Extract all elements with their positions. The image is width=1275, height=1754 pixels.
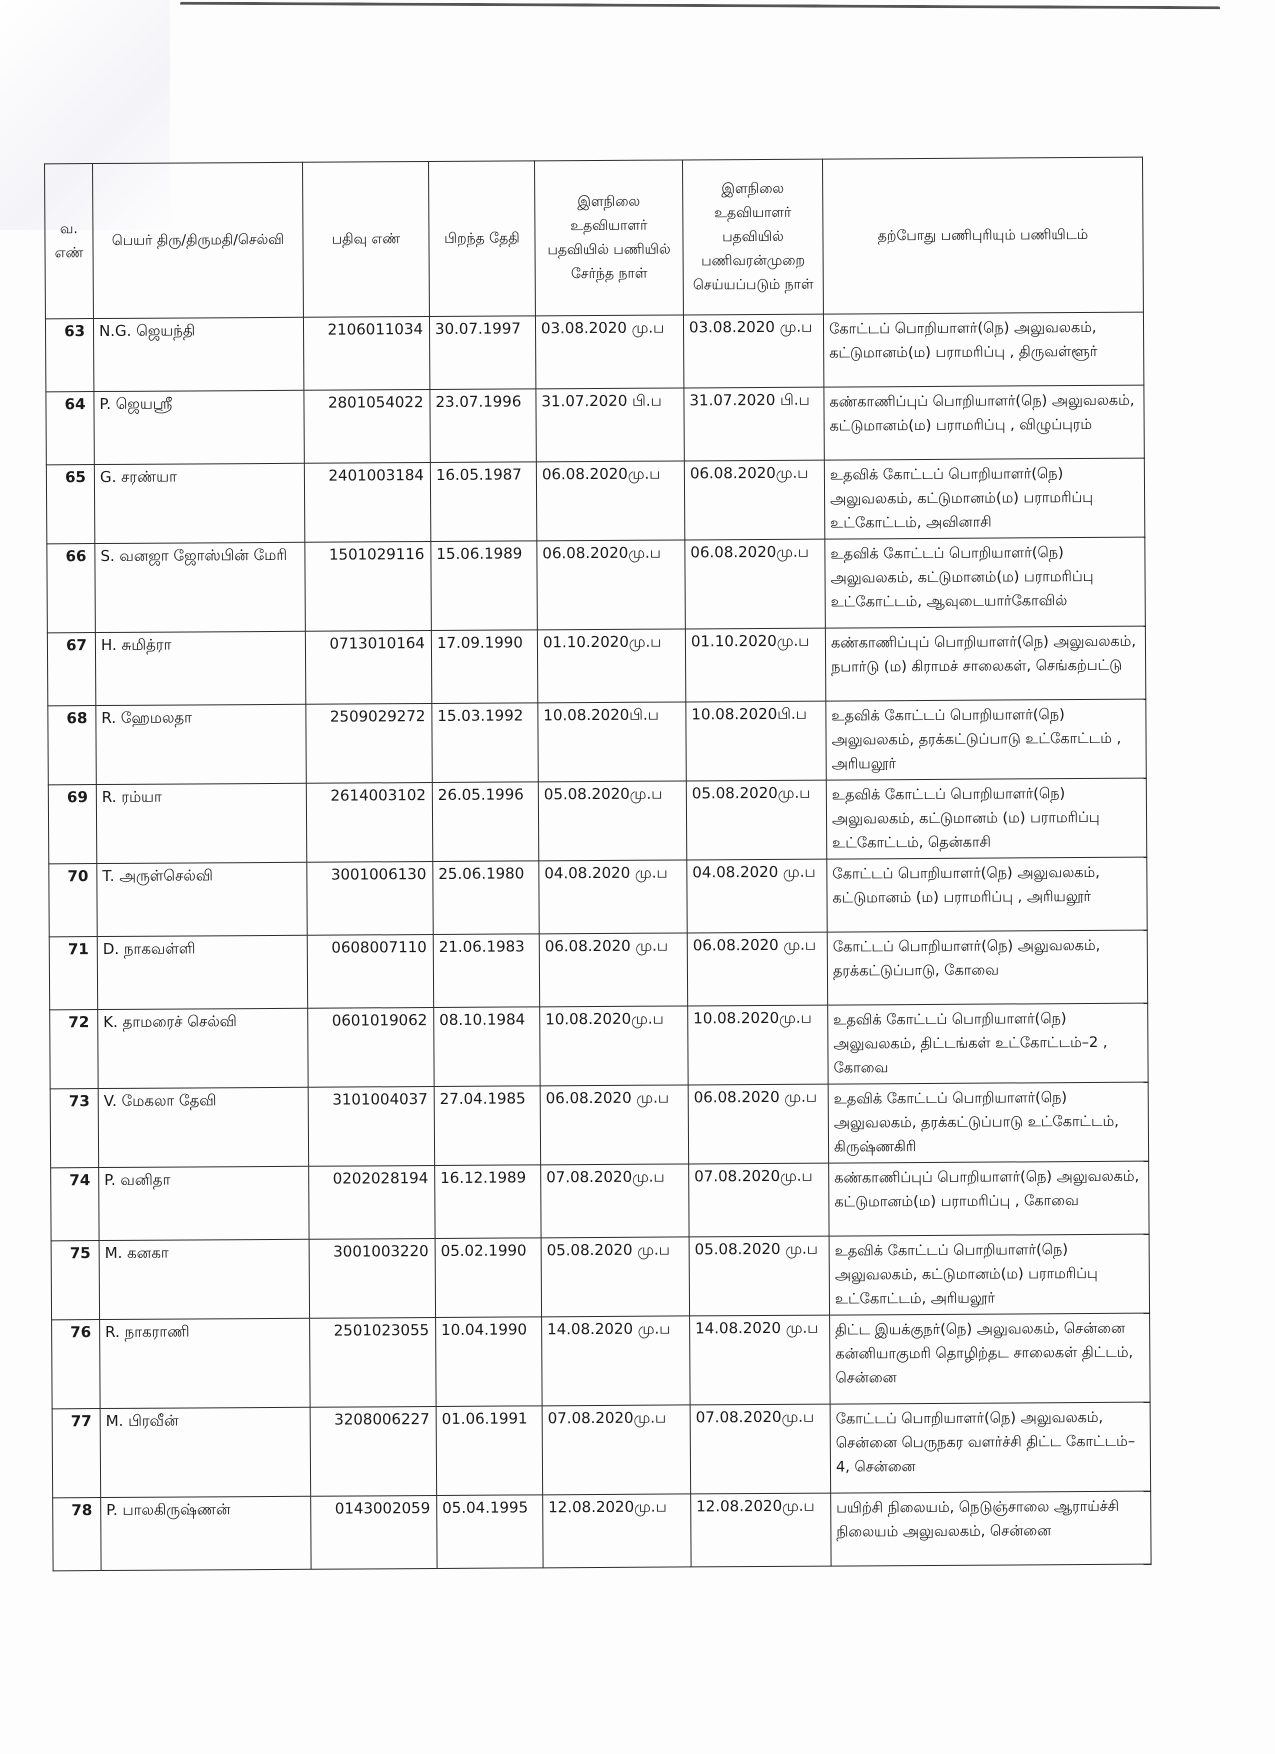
cell-sno: 72 bbox=[50, 1010, 98, 1089]
table-row bbox=[46, 385, 1144, 465]
cell-reg-no: 0608007110 bbox=[307, 934, 433, 1008]
cell-office: உதவிக் கோட்டப் பொறியாளர்(நெ) அலுவலகம், கட்டுமானம்(ம) பராமரிப்பு உட்கோட்டம், அரியலூர் bbox=[829, 1234, 1149, 1315]
cell-join-date: 06.08.2020 மு.ப bbox=[539, 933, 687, 1007]
cell-sno: 75 bbox=[51, 1241, 99, 1320]
cell-join-date: 12.08.2020மு.ப bbox=[543, 1494, 691, 1568]
cell-regularised-date: 10.08.2020பி.ப bbox=[686, 701, 826, 781]
cell-reg-no: 0601019062 bbox=[308, 1007, 434, 1087]
header-name: பெயர் திரு/திருமதி/செல்வி bbox=[93, 162, 304, 318]
cell-dob: 23.07.1996 bbox=[430, 389, 536, 463]
header-regularised-date: இளநிலை உதவியாளர் பதவியில் பணிவரன்முறை செய்யப்படும் நாள் bbox=[683, 159, 824, 315]
cell-dob: 16.05.1987 bbox=[430, 462, 536, 542]
cell-office: உதவிக் கோட்டப் பொறியாளர்(நெ) அலுவலகம், கட்டுமானம் (ம) பராமரிப்பு உட்கோட்டம், தென்காசி bbox=[826, 778, 1146, 859]
table-row bbox=[50, 1003, 1148, 1089]
cell-regularised-date: 05.08.2020 மு.ப bbox=[689, 1236, 829, 1316]
cell-office: உதவிக் கோட்டப் பொறியாளர்(நெ) அலுவலகம், தரக்கட்டுப்பாடு உட்கோட்டம், கிருஷ்ணகிரி bbox=[828, 1082, 1148, 1163]
cell-join-date: 10.08.2020பி.ப bbox=[538, 702, 686, 782]
cell-reg-no: 2106011034 bbox=[303, 317, 429, 391]
cell-sno: 68 bbox=[48, 706, 96, 785]
cell-regularised-date: 06.08.2020 மு.ப bbox=[687, 932, 827, 1006]
cell-regularised-date: 07.08.2020மு.ப bbox=[689, 1163, 829, 1237]
cell-office: உதவிக் கோட்டப் பொறியாளர்(நெ) அலுவலகம், கட்டுமானம்(ம) பராமரிப்பு உட்கோட்டம், அவினாசி bbox=[824, 458, 1144, 539]
table-row bbox=[47, 626, 1145, 706]
cell-join-date: 03.08.2020 மு.ப bbox=[535, 315, 683, 389]
cell-dob: 08.10.1984 bbox=[434, 1007, 540, 1087]
header-join-date: இளநிலை உதவியாளர் பதவியில் பணியில் சேர்ந்த நாள் bbox=[535, 160, 684, 316]
header-sno: வ. எண் bbox=[45, 164, 94, 319]
cell-reg-no: 2501023055 bbox=[310, 1317, 437, 1407]
cell-dob: 25.06.1980 bbox=[433, 861, 539, 935]
cell-dob: 27.04.1985 bbox=[434, 1086, 540, 1166]
cell-name: K. தாமரைச் செல்வி bbox=[98, 1008, 308, 1088]
cell-sno: 71 bbox=[49, 937, 97, 1010]
cell-regularised-date: 10.08.2020மு.ப bbox=[688, 1005, 828, 1085]
cell-sno: 69 bbox=[48, 785, 96, 864]
cell-join-date: 05.08.2020 மு.ப bbox=[541, 1237, 689, 1317]
table-row bbox=[51, 1234, 1149, 1320]
cell-name: P. ஜெயஸ்ரீ bbox=[94, 390, 304, 464]
cell-regularised-date: 03.08.2020 மு.ப bbox=[683, 314, 823, 388]
cell-name: S. வனஜா ஜோஸ்பின் மேரி bbox=[95, 542, 306, 632]
cell-sno: 70 bbox=[49, 864, 97, 937]
cell-name: R. ஹேமலதா bbox=[96, 704, 306, 784]
cell-dob: 16.12.1989 bbox=[435, 1165, 541, 1239]
cell-join-date: 05.08.2020மு.ப bbox=[538, 781, 686, 861]
cell-name: P. வனிதா bbox=[99, 1166, 309, 1240]
cell-regularised-date: 12.08.2020மு.ப bbox=[691, 1493, 831, 1567]
cell-name: G. சரண்யா bbox=[94, 463, 304, 543]
table-row bbox=[48, 699, 1146, 785]
employee-table bbox=[44, 157, 1152, 1572]
cell-join-date: 31.07.2020 பி.ப bbox=[536, 388, 684, 462]
cell-regularised-date: 14.08.2020 மு.ப bbox=[690, 1315, 831, 1405]
cell-reg-no: 2509029272 bbox=[306, 704, 432, 784]
cell-regularised-date: 01.10.2020மு.ப bbox=[685, 628, 825, 702]
table-row bbox=[52, 1313, 1151, 1409]
cell-dob: 10.04.1990 bbox=[436, 1317, 543, 1407]
cell-reg-no: 2801054022 bbox=[304, 390, 430, 464]
table-row bbox=[46, 458, 1144, 544]
header-reg-no: பதிவு எண் bbox=[303, 162, 430, 318]
cell-sno: 65 bbox=[46, 465, 94, 544]
cell-dob: 05.04.1995 bbox=[437, 1495, 543, 1569]
cell-dob: 21.06.1983 bbox=[433, 934, 539, 1008]
header-office: தற்போது பணிபுரியும் பணியிடம் bbox=[822, 157, 1143, 314]
cell-reg-no: 3001006130 bbox=[307, 861, 433, 935]
cell-sno: 74 bbox=[51, 1168, 99, 1241]
header-dob: பிறந்த தேதி bbox=[429, 161, 536, 317]
page-edge bbox=[180, 2, 1220, 24]
cell-regularised-date: 04.08.2020 மு.ப bbox=[687, 859, 827, 933]
cell-name: R. நாகராணி bbox=[100, 1318, 311, 1408]
cell-dob: 05.02.1990 bbox=[435, 1238, 541, 1318]
table-row bbox=[53, 1491, 1151, 1571]
cell-regularised-date: 06.08.2020மு.ப bbox=[684, 460, 824, 540]
cell-office: திட்ட இயக்குநர்(நெ) அலுவலகம், சென்னை கன்னியாகுமரி தொழிற்தட சாலைகள் திட்டம், சென்னை bbox=[830, 1313, 1151, 1404]
cell-name: N.G. ஜெயந்தி bbox=[93, 317, 303, 391]
cell-name: M. பிரவீன் bbox=[100, 1407, 311, 1497]
cell-reg-no: 0713010164 bbox=[305, 631, 431, 705]
cell-office: உதவிக் கோட்டப் பொறியாளர்(நெ) அலுவலகம், திட்டங்கள் உட்கோட்டம்–2 , கோவை bbox=[828, 1003, 1148, 1084]
cell-sno: 66 bbox=[47, 544, 96, 633]
table-row bbox=[48, 778, 1146, 864]
cell-name: H. சுமித்ரா bbox=[95, 631, 305, 705]
cell-join-date: 06.08.2020 மு.ப bbox=[540, 1085, 688, 1165]
table-row bbox=[51, 1161, 1149, 1241]
table-body bbox=[45, 312, 1151, 1571]
cell-join-date: 01.10.2020மு.ப bbox=[537, 629, 685, 703]
cell-sno: 67 bbox=[47, 633, 95, 706]
cell-office: உதவிக் கோட்டப் பொறியாளர்(நெ) அலுவலகம், தரக்கட்டுப்பாடு உட்கோட்டம் , அரியலூர் bbox=[826, 699, 1146, 780]
cell-name: T. அருள்செல்வி bbox=[97, 862, 307, 936]
cell-office: கண்காணிப்புப் பொறியாளர்(நெ) அலுவலகம், கட்டுமானம்(ம) பராமரிப்பு , கோவை bbox=[829, 1161, 1149, 1236]
cell-regularised-date: 05.08.2020மு.ப bbox=[686, 780, 826, 860]
cell-dob: 17.09.1990 bbox=[431, 630, 537, 704]
cell-regularised-date: 31.07.2020 பி.ப bbox=[684, 387, 824, 461]
cell-office: கோட்டப் பொறியாளர்(நெ) அலுவலகம், தரக்கட்டுப்பாடு, கோவை bbox=[827, 930, 1147, 1005]
cell-reg-no: 3001003220 bbox=[309, 1238, 435, 1318]
cell-regularised-date: 06.08.2020மு.ப bbox=[685, 539, 826, 629]
cell-regularised-date: 06.08.2020 மு.ப bbox=[688, 1084, 828, 1164]
cell-reg-no: 0143002059 bbox=[311, 1495, 437, 1569]
cell-name: M. கனகா bbox=[99, 1239, 309, 1319]
cell-sno: 73 bbox=[50, 1089, 98, 1168]
cell-dob: 01.06.1991 bbox=[436, 1406, 543, 1496]
cell-reg-no: 3208006227 bbox=[310, 1406, 437, 1496]
cell-office: கண்காணிப்புப் பொறியாளர்(நெ) அலுவலகம், கட்டுமானம்(ம) பராமரிப்பு , விழுப்புரம் bbox=[824, 385, 1144, 460]
document-sheet bbox=[44, 157, 1153, 1572]
cell-office: கோட்டப் பொறியாளர்(நெ) அலுவலகம், கட்டுமானம்(ம) பராமரிப்பு , திருவள்ளூர் bbox=[823, 312, 1143, 387]
cell-sno: 78 bbox=[53, 1498, 101, 1571]
table-row bbox=[49, 930, 1147, 1010]
cell-join-date: 06.08.2020மு.ப bbox=[536, 461, 684, 541]
cell-name: R. ரம்யா bbox=[96, 783, 306, 863]
cell-dob: 15.06.1989 bbox=[431, 541, 538, 631]
cell-name: P. பாலகிருஷ்ணன் bbox=[101, 1496, 311, 1570]
cell-regularised-date: 07.08.2020மு.ப bbox=[690, 1404, 831, 1494]
cell-join-date: 14.08.2020 மு.ப bbox=[542, 1316, 691, 1406]
table-row bbox=[47, 537, 1146, 633]
cell-join-date: 07.08.2020மு.ப bbox=[542, 1405, 691, 1495]
cell-office: கோட்டப் பொறியாளர்(நெ) அலுவலகம், சென்னை பெருநகர வளர்ச்சி திட்ட கோட்டம்–4, சென்னை bbox=[830, 1402, 1151, 1493]
cell-join-date: 04.08.2020 மு.ப bbox=[539, 860, 687, 934]
cell-sno: 76 bbox=[52, 1320, 101, 1409]
cell-office: பயிற்சி நிலையம், நெடுஞ்சாலை ஆராய்ச்சி நிலையம் அலுவலகம், சென்னை bbox=[831, 1491, 1151, 1566]
cell-reg-no: 2614003102 bbox=[306, 782, 432, 862]
cell-sno: 77 bbox=[52, 1409, 101, 1498]
cell-office: கோட்டப் பொறியாளர்(நெ) அலுவலகம், கட்டுமானம் (ம) பராமரிப்பு , அரியலூர் bbox=[827, 857, 1147, 932]
cell-reg-no: 0202028194 bbox=[309, 1165, 435, 1239]
cell-sno: 64 bbox=[46, 392, 94, 465]
cell-reg-no: 3101004037 bbox=[308, 1086, 434, 1166]
cell-name: V. மேகலா தேவி bbox=[98, 1087, 308, 1167]
table-row bbox=[52, 1402, 1151, 1498]
cell-join-date: 07.08.2020மு.ப bbox=[541, 1164, 689, 1238]
cell-reg-no: 1501029116 bbox=[305, 542, 432, 632]
cell-reg-no: 2401003184 bbox=[304, 463, 430, 543]
cell-dob: 26.05.1996 bbox=[432, 782, 538, 862]
cell-dob: 15.03.1992 bbox=[432, 703, 538, 783]
table-row bbox=[49, 857, 1147, 937]
table-row bbox=[45, 312, 1143, 392]
table-header-row bbox=[45, 157, 1144, 319]
cell-sno: 63 bbox=[45, 319, 93, 392]
cell-join-date: 06.08.2020மு.ப bbox=[537, 540, 686, 630]
cell-name: D. நாகவள்ளி bbox=[97, 935, 307, 1009]
cell-office: கண்காணிப்புப் பொறியாளர்(நெ) அலுவலகம், நபார்டு (ம) கிராமச் சாலைகள், செங்கற்பட்டு bbox=[825, 626, 1145, 701]
cell-office: உதவிக் கோட்டப் பொறியாளர்(நெ) அலுவலகம், கட்டுமானம்(ம) பராமரிப்பு உட்கோட்டம், ஆவுடையார்கோவில் bbox=[825, 537, 1146, 628]
table-row bbox=[50, 1082, 1148, 1168]
cell-dob: 30.07.1997 bbox=[429, 316, 535, 390]
cell-join-date: 10.08.2020மு.ப bbox=[540, 1006, 688, 1086]
